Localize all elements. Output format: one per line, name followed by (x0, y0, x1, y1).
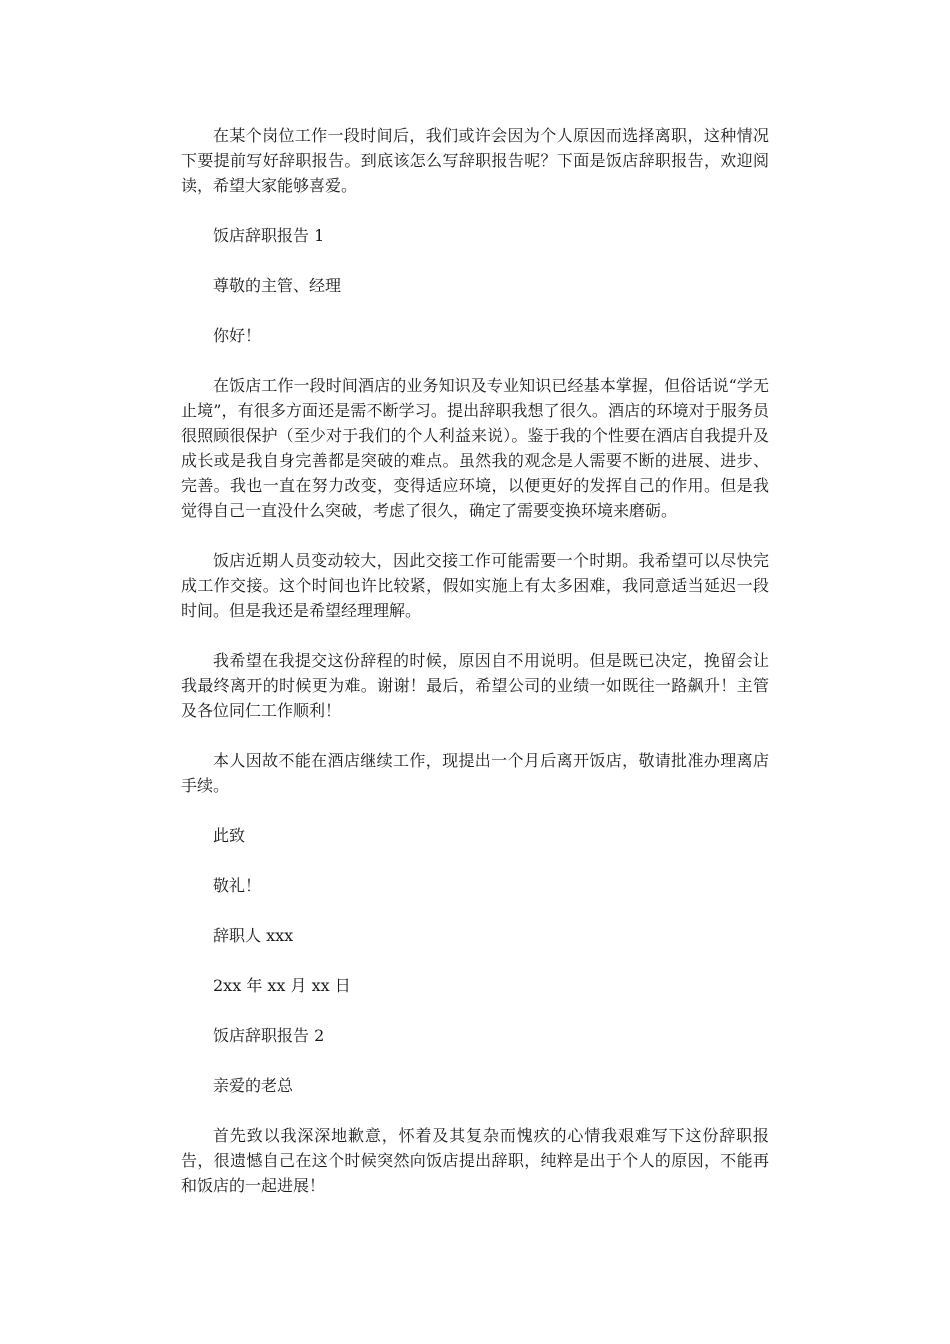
report2-paragraph-1: 首先致以我深深地歉意，怀着及其复杂而愧疚的心情我艰难写下这份辞职报告，很遗憾自己在这个时候突然向饭店提出辞职，纯粹是出于个人的原因，不能再和饭店的一起进展！ (181, 1126, 769, 1195)
report1-paragraph-2: 饭店近期人员变动较大，因此交接工作可能需要一个时期。我希望可以尽快完成工作交接。这个时间也许比较紧，假如实施上有太多困难，我同意适当延迟一段时间。但是我还是希望经理理解。 (181, 551, 769, 620)
report1-salutation: 尊敬的主管、经理 (213, 276, 342, 295)
report1-paragraph-4: 本人因故不能在酒店继续工作，现提出一个月后离开饭店，敬请批准办理离店手续。 (181, 751, 769, 795)
report1-closing-2: 敬礼！ (213, 876, 262, 895)
report1-title: 饭店辞职报告 1 (213, 226, 325, 245)
report1-greeting: 你好！ (213, 326, 262, 345)
document-body (181, 123, 769, 1223)
report2-title: 饭店辞职报告 2 (213, 1026, 325, 1045)
report1-paragraph-3: 我希望在我提交这份辞程的时候，原因自不用说明。但是既已决定，挽留会让我最终离开的时候更为难。谢谢！最后，希望公司的业绩一如既往一路飙升！主管及各位同仁工作顺利！ (181, 651, 769, 720)
report1-signer: 辞职人 xxx (213, 926, 294, 945)
intro-paragraph: 在某个岗位工作一段时间后，我们或许会因为个人原因而选择离职，这种情况下要提前写好辞职报告。到底该怎么写辞职报告呢？下面是饭店辞职报告，欢迎阅读，希望大家能够喜爱。 (181, 126, 769, 195)
report1-paragraph-1: 在饭店工作一段时间酒店的业务知识及专业知识已经基本掌握，但俗话说“学无止境”，有很多方面还是需不断学习。提出辞职我想了很久。酒店的环境对于服务员很照顾很保护（至少对于我们的个人利益来说）。鉴于我的个性要在酒店自我提升及成长或是我自身完善都是突破的难点。虽然我的观念是人需要不断的进展、进步、完善。我也一直在努力改变，变得适应环境，以便更好的发挥自己的作用。但是我觉得自己一直没什么突破，考虑了很久，确定了需要变换环境来磨砺。 (181, 376, 769, 520)
report2-salutation: 亲爱的老总 (213, 1076, 294, 1095)
report1-date: 2xx 年 xx 月 xx 日 (213, 976, 351, 995)
report1-closing-1: 此致 (213, 826, 246, 845)
